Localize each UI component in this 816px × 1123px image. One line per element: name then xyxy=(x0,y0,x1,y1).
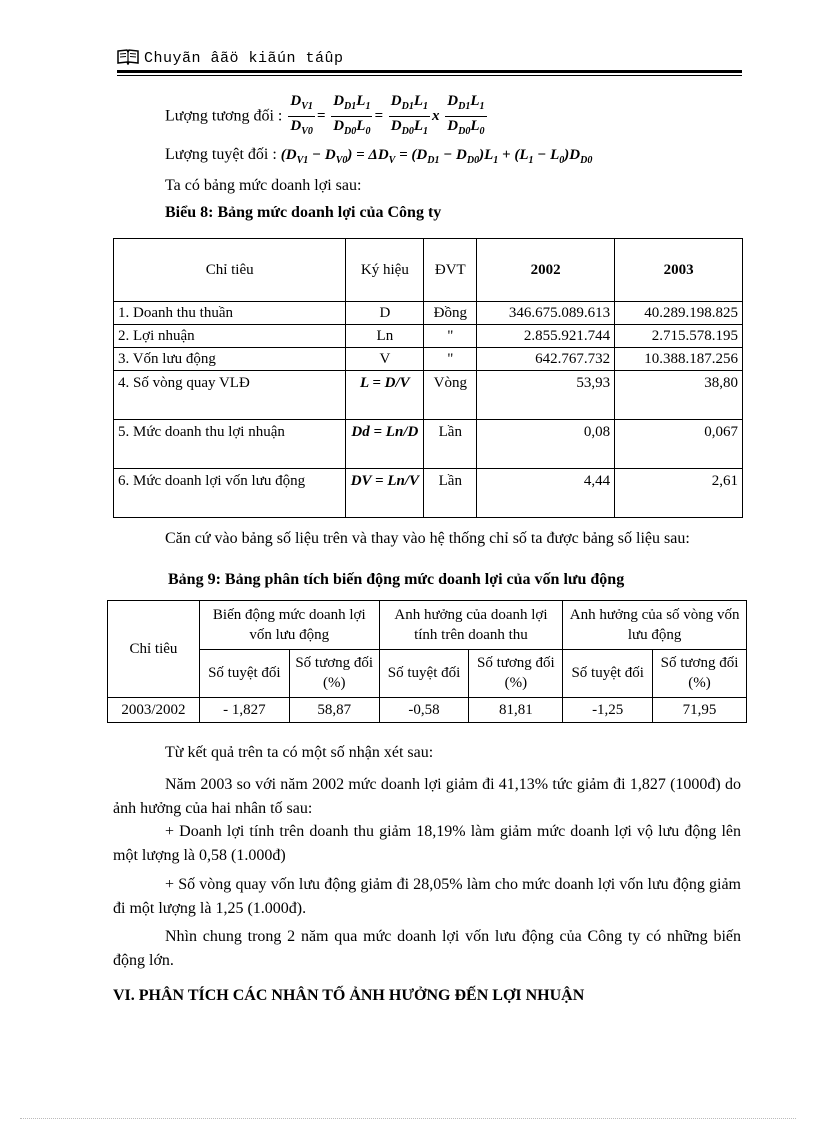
absolute-formula xyxy=(165,146,592,166)
row-label: 4. Số vòng quay VLĐ xyxy=(114,371,346,420)
paragraph: Căn cứ vào bảng số liệu trên và thay vào hệ thống chỉ số ta được bảng số liệu sau: xyxy=(165,530,690,547)
value-2002: 0,08 xyxy=(477,420,615,469)
absolute-label: Lượng tuyệt đối : xyxy=(165,146,277,163)
value-2002: 642.767.732 xyxy=(477,348,615,371)
row-symbol: L = D/V xyxy=(346,371,424,420)
value-2003: 0,067 xyxy=(615,420,743,469)
row-label: 1. Doanh thu thuần xyxy=(114,302,346,325)
table-cell: -0,58 xyxy=(379,698,469,723)
paragraph: Nhìn chung trong 2 năm qua mức doanh lợi vốn lưu động của Công ty có những biến động lớn. xyxy=(113,928,741,969)
table-subheader-row xyxy=(108,649,747,698)
sub-header: Số tuyệt đối xyxy=(563,649,653,698)
row-symbol: Ln xyxy=(346,325,424,348)
table-header-row xyxy=(108,601,747,650)
row-symbol: DV = Ln/V xyxy=(346,469,424,518)
header-rule-thick xyxy=(117,70,742,73)
group-header: Biến động mức doanh lợi vốn lưu động xyxy=(199,601,379,650)
relative-equation: $\frac{D_{V1}}{D_{V0}}$ = $\frac{D_{D1}L_1}{D_{D0}L_0}$ = $\frac{D_{D1}L_1}{D_{D0}L_1}$ x $\frac{D_{D1}L_1}{D_{D0}L_0}$ xyxy=(290,93,485,137)
sub-header: Số tương đối (%) xyxy=(289,649,379,698)
table-row xyxy=(114,371,743,420)
value-2003: 2.715.578.195 xyxy=(615,325,743,348)
header-cell: 2003 xyxy=(615,239,743,302)
row-symbol: V xyxy=(346,348,424,371)
paragraph: + Số vòng quay vốn lưu động giảm đi 28,05% làm cho mức doanh lợi vốn lưu động giảm đi một lượng là 1,25 (1.000đ). xyxy=(113,876,741,917)
row-label: 6. Mức doanh lợi vốn lưu động xyxy=(114,469,346,518)
table-row xyxy=(114,420,743,469)
table-row xyxy=(114,348,743,371)
header-cell: Ký hiệu xyxy=(346,239,424,302)
table2-caption: Bảng 9: Bảng phân tích biến động mức doanh lợi của vốn lưu động xyxy=(168,571,625,588)
book-icon xyxy=(117,49,139,65)
header-cell: ĐVT xyxy=(424,239,477,302)
relative-formula xyxy=(165,92,489,141)
paragraph: Từ kết quả trên ta có một số nhận xét sau: xyxy=(165,744,434,761)
row-unit: " xyxy=(424,348,477,371)
paragraph: Năm 2003 so với năm 2002 mức doanh lợi giảm đi 41,13% tức giảm đi 1,827 (1000đ) do ảnh hưởng của hai nhân tố sau: xyxy=(113,776,741,817)
table-cell: 58,87 xyxy=(289,698,379,723)
relative-label: Lượng tương đối : xyxy=(165,107,283,125)
header-title: Chuyãn âãö kiãún táûp xyxy=(144,50,344,67)
row-label: 3. Vốn lưu động xyxy=(114,348,346,371)
group-header: Anh hưởng của số vòng vốn lưu động xyxy=(563,601,747,650)
absolute-equation: $(D_{V1} - D_{V0}) = \Delta D_V = (D_{D1} - D_{D0})L_1 + (L_1 - L_0)D_{D0}$ xyxy=(280,147,593,166)
table1-caption: Biểu 8: Bảng mức doanh lợi của Công ty xyxy=(165,204,442,221)
table-row xyxy=(114,302,743,325)
row-label: 2. Lợi nhuận xyxy=(114,325,346,348)
header-cell: Chỉ tiêu xyxy=(114,239,346,302)
value-2002: 346.675.089.613 xyxy=(477,302,615,325)
row-symbol: Dd = Ln/D xyxy=(346,420,424,469)
table-cell: -1,25 xyxy=(563,698,653,723)
profitability-table xyxy=(113,238,743,518)
sub-header: Số tuyệt đối xyxy=(379,649,469,698)
row-unit: Lần xyxy=(424,469,477,518)
paragraph: + Doanh lợi tính trên doanh thu giảm 18,19% làm giảm mức doanh lợi vộ lưu động lên một lượng là 0,58 (1.000đ) xyxy=(113,823,741,864)
header-cell: 2002 xyxy=(477,239,615,302)
table-row xyxy=(108,698,747,723)
header-cell: Chỉ tiêu xyxy=(108,601,200,698)
header-rule-thin xyxy=(117,75,742,76)
sub-header: Số tương đối (%) xyxy=(469,649,563,698)
table-cell: - 1,827 xyxy=(199,698,289,723)
table-row xyxy=(114,469,743,518)
row-label: 5. Mức doanh thu lợi nhuận xyxy=(114,420,346,469)
value-2003: 2,61 xyxy=(615,469,743,518)
value-2002: 53,93 xyxy=(477,371,615,420)
table-cell: 81,81 xyxy=(469,698,563,723)
row-unit: Vòng xyxy=(424,371,477,420)
row-symbol: D xyxy=(346,302,424,325)
sub-header: Số tuyệt đối xyxy=(199,649,289,698)
value-2003: 40.289.198.825 xyxy=(615,302,743,325)
page-header xyxy=(117,46,742,76)
group-header: Anh hưởng của doanh lợi tính trên doanh thu xyxy=(379,601,563,650)
intro-text: Ta có bảng mức doanh lợi sau: xyxy=(165,177,362,194)
value-2003: 10.388.187.256 xyxy=(615,348,743,371)
table-cell: 71,95 xyxy=(653,698,747,723)
analysis-table xyxy=(107,600,747,723)
table-header-row xyxy=(114,239,743,302)
value-2002: 2.855.921.744 xyxy=(477,325,615,348)
table-row xyxy=(114,325,743,348)
row-label: 2003/2002 xyxy=(108,698,200,723)
row-unit: Đồng xyxy=(424,302,477,325)
section-title: VI. PHÂN TÍCH CÁC NHÂN TỐ ẢNH HƯỞNG ĐẾN LỢI NHUẬN xyxy=(113,987,585,1004)
value-2003: 38,80 xyxy=(615,371,743,420)
row-unit: " xyxy=(424,325,477,348)
value-2002: 4,44 xyxy=(477,469,615,518)
page-footer-line xyxy=(20,1118,796,1119)
sub-header: Số tương đối (%) xyxy=(653,649,747,698)
row-unit: Lần xyxy=(424,420,477,469)
